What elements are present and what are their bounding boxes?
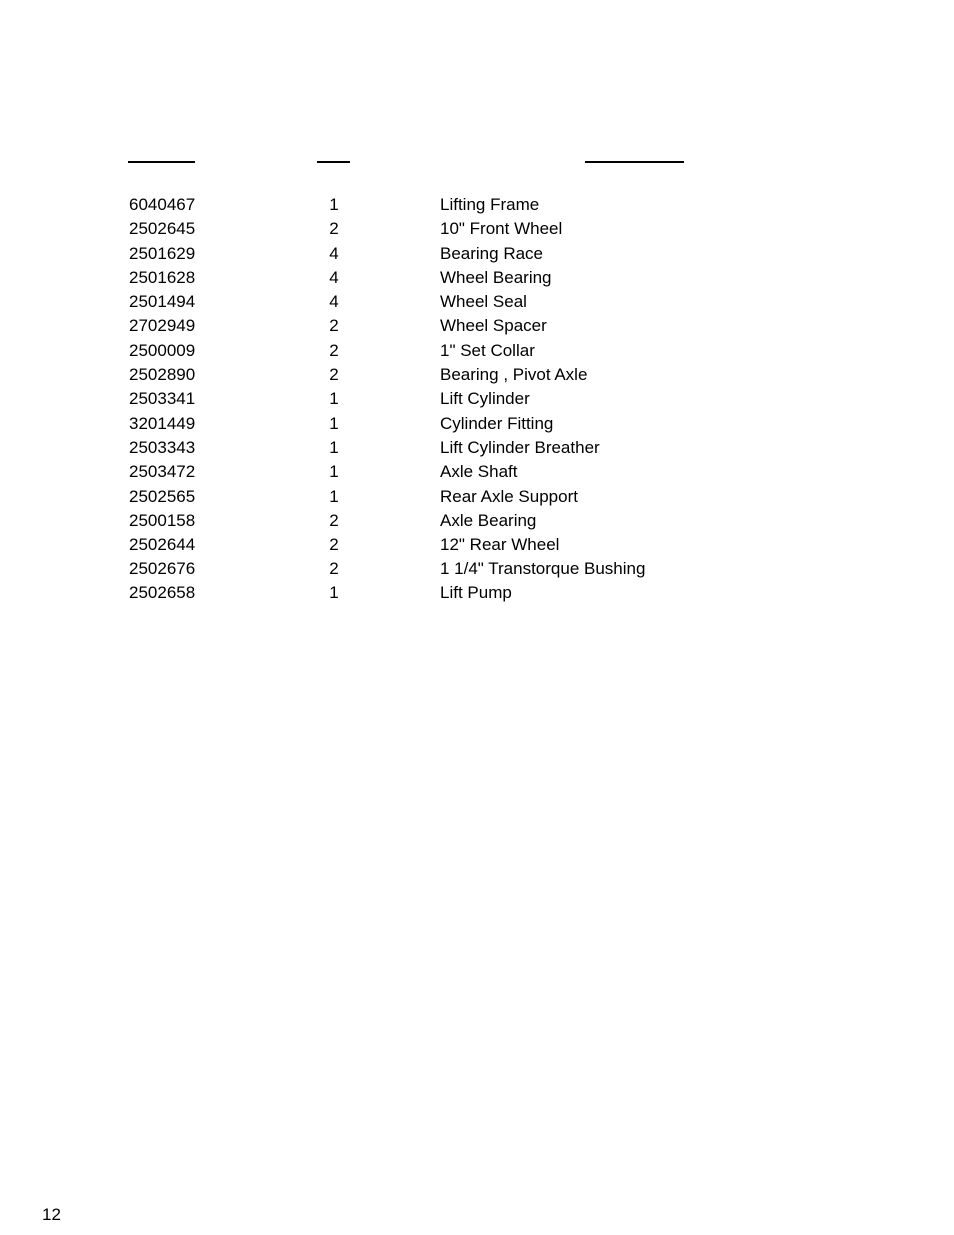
part-number: 2502644 [129,535,196,555]
part-description: Lift Pump [440,582,512,602]
page-number: 12 [42,1205,61,1224]
part-row [0,242,954,266]
part-description: Rear Axle Support [440,486,578,506]
part-number: 2500009 [129,340,196,360]
part-quantity: 1 [329,582,339,602]
part-number: 2502658 [129,582,196,602]
part-number: 3201449 [129,413,196,433]
description-header-rule [585,161,684,163]
part-description: Axle Bearing [440,510,537,530]
part-number: 2702949 [129,316,196,336]
part-row [0,460,954,484]
part-number: 2502645 [129,219,196,239]
part-quantity: 2 [329,316,339,336]
part-row [0,193,954,217]
part-description: 1 1/4" Transtorque Bushing [440,559,646,579]
part-quantity: 2 [329,559,339,579]
part-quantity: 1 [329,389,339,409]
part-number-header-rule [128,161,195,163]
part-description: Axle Shaft [440,462,518,482]
part-description: Cylinder Fitting [440,413,554,433]
part-number: 2501628 [129,267,196,287]
part-description: 1" Set Collar [440,340,535,360]
part-row [0,436,954,460]
part-row [0,217,954,241]
part-description: Lift Cylinder [440,389,530,409]
part-number: 2503472 [129,462,196,482]
part-number: 6040467 [129,195,196,214]
part-number: 2500158 [129,510,196,530]
part-row [0,314,954,338]
part-row [0,339,954,363]
part-number: 2503343 [129,437,196,457]
part-number: 2502890 [129,365,196,385]
part-description: Wheel Spacer [440,316,547,336]
part-quantity: 2 [329,510,339,530]
part-row [0,387,954,411]
part-quantity: 1 [329,486,339,506]
part-number: 2503341 [129,389,196,409]
part-description: Bearing , Pivot Axle [440,365,588,385]
part-quantity: 1 [329,437,339,457]
part-quantity: 2 [329,535,339,555]
part-quantity: 1 [329,462,339,482]
part-row [0,509,954,533]
part-description: Lifting Frame [440,195,540,214]
part-row [0,485,954,509]
part-description: Lift Cylinder Breather [440,437,600,457]
part-row [0,363,954,387]
parts-list [0,193,954,604]
part-number: 2501629 [129,243,196,263]
part-row [0,557,954,581]
quantity-header-rule [317,161,350,163]
part-row [0,412,954,436]
part-quantity: 4 [329,243,339,263]
part-quantity: 1 [329,413,339,433]
part-number: 2502565 [129,486,196,506]
part-row [0,582,954,604]
part-number: 2501494 [129,292,196,312]
part-quantity: 4 [329,292,339,312]
part-row [0,266,954,290]
part-description: 10" Front Wheel [440,219,563,239]
part-quantity: 2 [329,365,339,385]
part-quantity: 4 [329,267,339,287]
part-description: 12" Rear Wheel [440,535,560,555]
part-description: Wheel Seal [440,292,527,312]
part-row [0,533,954,557]
part-quantity: 2 [329,340,339,360]
part-row [0,290,954,314]
part-description: Wheel Bearing [440,267,552,287]
part-quantity: 1 [329,195,339,214]
part-description: Bearing Race [440,243,544,263]
part-quantity: 2 [329,219,339,239]
part-number: 2502676 [129,559,196,579]
